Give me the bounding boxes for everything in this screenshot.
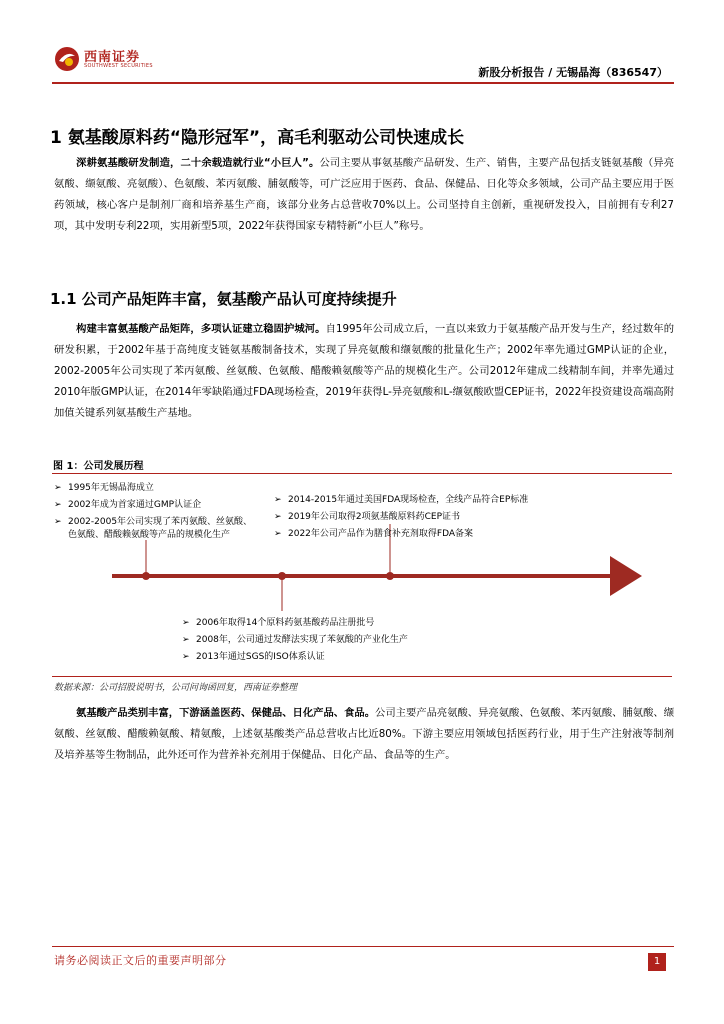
logo-mark-icon (54, 46, 80, 72)
bullet-arrow-icon: ➢ (54, 500, 62, 510)
timeline-event: 2022年公司产品作为膳食补充剂取得FDA备案 (288, 529, 474, 539)
bullet-arrow-icon: ➢ (54, 483, 62, 493)
timeline-event: 2006年取得14个原料药氨基酸药品注册批号 (196, 618, 375, 628)
paragraph-body: 公司主要产品亮氨酸、异亮氨酸、色氨酸、苯丙氨酸、脯氨酸、缬氨酸、丝氨酸、醋酸赖氨酸、精氨酸，上述氨基酸类产品总营收占比近80%。下游主要应用领域包括医药行业，用于生产注射液等制剂及培养基等生物制品，此外还可作为营养补充剂用于保健品、日化产品、食品等的生产。 (54, 707, 675, 761)
subsection-title: 1.1 公司产品矩阵丰富，氨基酸产品认可度持续提升 (50, 290, 397, 308)
paragraph-lead: 深耕氨基酸研发制造，二十余载造就行业“小巨人”。 (76, 157, 320, 169)
report-header: 新股分析报告 / 无锡晶海（836547） (478, 66, 668, 79)
timeline-diagram (52, 476, 672, 672)
bullet-arrow-icon: ➢ (274, 495, 282, 505)
bullet-arrow-icon: ➢ (274, 512, 282, 522)
paragraph-lead: 构建丰富氨基酸产品矩阵，多项认证建立稳固护城河。 (76, 323, 326, 335)
bullet-arrow-icon: ➢ (182, 635, 190, 645)
timeline-event: 2013年通过SGS的ISO体系认证 (196, 652, 325, 662)
timeline-event: 1995年无锡晶海成立 (68, 483, 154, 493)
logo-text-en: SOUTHWEST SECURITIES (84, 63, 153, 69)
figure-source: 数据来源：公司招股说明书，公司问询函回复，西南证券整理 (54, 683, 298, 693)
footer-divider (52, 946, 674, 947)
timeline-node (386, 572, 394, 580)
paragraph-lead: 氨基酸产品类别丰富，下游涵盖医药、保健品、日化产品、食品。 (76, 707, 376, 719)
timeline-node (142, 572, 150, 580)
paragraph-body: 自1995年公司成立后，一直以来致力于氨基酸产品开发与生产，经过数年的研发积累，于2002年基于高纯度支链氨基酸制备技术，实现了异亮氨酸和缬氨酸的批量化生产；2002年率先通过GMP认证的企业，2002-2005年公司实现了苯丙氨酸、丝氨酸、色氨酸、醋酸赖氨酸等产品的规模化生产。公司2012年建成二线精制车间，并率先通过2010年版GMP认证，在2014年零缺陷通过FDA现场检查，2019年获得L-异亮氨酸和L-缬氨酸欧盟CEP证书，2022年投资建设高端高附加值关键系列氨基酸生产基地。 (54, 323, 674, 419)
bullet-arrow-icon: ➢ (54, 517, 62, 527)
footer-disclaimer: 请务必阅读正文后的重要声明部分 (54, 954, 227, 967)
timeline-event: 2008年，公司通过发酵法实现了苯氨酸的产业化生产 (196, 635, 408, 645)
timeline-event: 2002年成为首家通过GMP认证企 (68, 500, 202, 510)
bullet-arrow-icon: ➢ (182, 618, 190, 628)
timeline-event: 2019年公司取得2项氨基酸原料药CEP证书 (288, 512, 461, 522)
bullet-arrow-icon: ➢ (182, 652, 190, 662)
header-divider (52, 82, 674, 84)
section-title: 1 氨基酸原料药“隐形冠军”，高毛利驱动公司快速成长 (50, 128, 465, 148)
products-paragraph (54, 703, 674, 766)
timeline-event: 2002-2005年公司实现了苯丙氨酸、丝氨酸、 (68, 517, 253, 527)
figure-top-divider (52, 473, 672, 474)
company-logo (54, 44, 154, 74)
figure-bottom-divider (52, 676, 672, 677)
timeline-node (278, 572, 286, 580)
paragraph-body: 公司主要从事氨基酸产品研发、生产、销售，主要产品包括支链氨基酸（异亮氨酸、缬氨酸、亮氨酸）、色氨酸、苯丙氨酸、脯氨酸等，可广泛应用于医药、食品、保健品、日化等众多领域，公司产品主要应用于医药领域，核心客户是制剂厂商和培养基生产商，该部分业务占总营收70%以上。公司坚持自主创新，重视研发投入，目前拥有专利27项，其中发明专利22项，实用新型5项，2022年获得国家专精特新“小巨人”称号。 (54, 157, 674, 232)
bullet-arrow-icon: ➢ (274, 529, 282, 539)
subsection-paragraph (54, 319, 674, 424)
section-paragraph (54, 153, 674, 237)
logo-text-cn: 西南证券 (84, 50, 141, 65)
figure-title: 图 1：公司发展历程 (53, 461, 144, 472)
page-number: 1 (648, 953, 666, 971)
timeline-event: 2014-2015年通过美国FDA现场检查，全线产品符合EP标准 (288, 495, 529, 505)
timeline-event-cont: 色氨酸、醋酸赖氨酸等产品的规模化生产 (68, 530, 231, 540)
